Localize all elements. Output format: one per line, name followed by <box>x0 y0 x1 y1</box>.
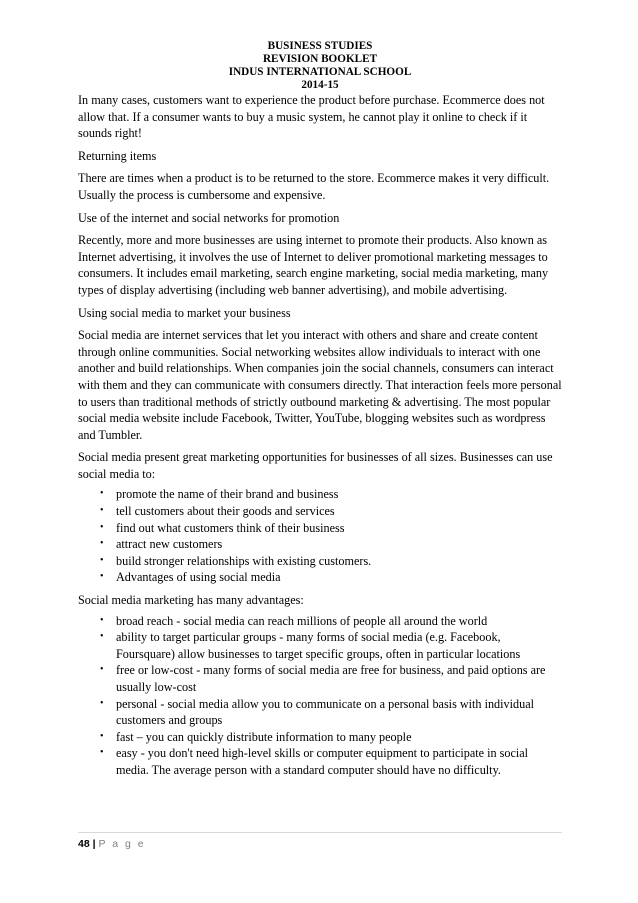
list-item: • find out what customers think of their business <box>100 520 345 535</box>
list-item: • attract new customers <box>100 537 223 552</box>
header-school: INDUS INTERNATIONAL SCHOOL <box>228 66 412 78</box>
paragraph-returning: There are times when a product is to be returned to the store. Ecommerce makes it very difficult. Usually the process is cumbersome and expensive. <box>78 171 550 202</box>
bullet-icon: • <box>100 697 104 709</box>
paragraph-social-media: Social media are internet services that let you interact with others and share and create content through online communities. Social networking websites allow individuals to interact with one another and build relationships. When companies join the social channels, consumers can interact with them and they can communicate with consumers directly. That interaction feels more personal to users than traditional methods of strictly outbound marketing & advertising. The most popular social media website include Facebook, Twitter, YouTube, blogging websites such as wordpress and Tumbler. <box>78 328 562 442</box>
bullet-icon: • <box>100 521 104 533</box>
advantages-list <box>78 613 562 779</box>
list-item: • Advantages of using social media <box>100 570 281 585</box>
header-subject: BUSINESS STUDIES <box>267 40 373 52</box>
social-media-uses-list <box>78 486 562 586</box>
page-label: P a g e <box>98 838 146 850</box>
document-header <box>78 40 562 92</box>
heading-returning-items: Returning items <box>78 148 157 163</box>
list-item: • broad reach - social media can reach millions of people all around the world <box>100 613 488 628</box>
bullet-icon: • <box>100 571 104 583</box>
page-footer <box>78 832 562 850</box>
list-item: • promote the name of their brand and business <box>100 487 339 502</box>
list-item: • personal - social media allow you to communicate on a personal basis with individual customers and groups <box>100 696 534 728</box>
list-item: • build stronger relationships with existing customers. <box>100 553 372 568</box>
list-item: • ability to target particular groups - many forms of social media (e.g. Facebook, Foursquare) allow businesses to target specific groups, often in particular locations <box>100 630 521 661</box>
bullet-icon: • <box>100 554 104 566</box>
paragraph-internet-advertising: Recently, more and more businesses are using internet to promote their products. Also known as Internet advertising, it involves the use of Internet to deliver promotional marketing messages to consumers. It includes email marketing, search engine marketing, social media marketing, many types of display advertising (including web banner advertising), and mobile advertising. <box>78 233 549 297</box>
header-year: 2014-15 <box>301 79 339 91</box>
bullet-icon: • <box>100 664 104 676</box>
header-booklet: REVISION BOOKLET <box>262 53 378 65</box>
heading-internet-promotion: Use of the internet and social networks for promotion <box>78 210 340 225</box>
bullet-icon: • <box>100 488 104 500</box>
bullet-icon: • <box>100 747 104 759</box>
bullet-icon: • <box>100 730 104 742</box>
page-number: 48 <box>78 838 90 850</box>
bullet-icon: • <box>100 505 104 517</box>
list-item: • easy - you don't need high-level skills or computer equipment to participate in social media. The average person with a standard computer should have no difficulty. <box>100 746 529 777</box>
footer-separator: | <box>92 838 96 850</box>
paragraph-experience: In many cases, customers want to experience the product before purchase. Ecommerce does not allow that. If a consumer wants to buy a music system, he cannot play it online to check if it sounds right! <box>78 93 545 141</box>
list-item: • fast – you can quickly distribute information to many people <box>100 729 412 744</box>
bullet-icon: • <box>100 538 104 550</box>
document-page <box>78 40 562 779</box>
bullet-icon: • <box>100 614 104 626</box>
heading-social-media: Using social media to market your business <box>78 305 291 320</box>
paragraph-opportunities: Social media present great marketing opportunities for businesses of all sizes. Businesses can use social media to: <box>78 450 553 481</box>
list-item: • free or low-cost - many forms of social media are free for business, and paid options are usually low-cost <box>100 663 546 694</box>
bullet-icon: • <box>100 631 104 643</box>
paragraph-advantages: Social media marketing has many advantages: <box>78 593 304 608</box>
list-item: • tell customers about their goods and services <box>100 504 335 519</box>
